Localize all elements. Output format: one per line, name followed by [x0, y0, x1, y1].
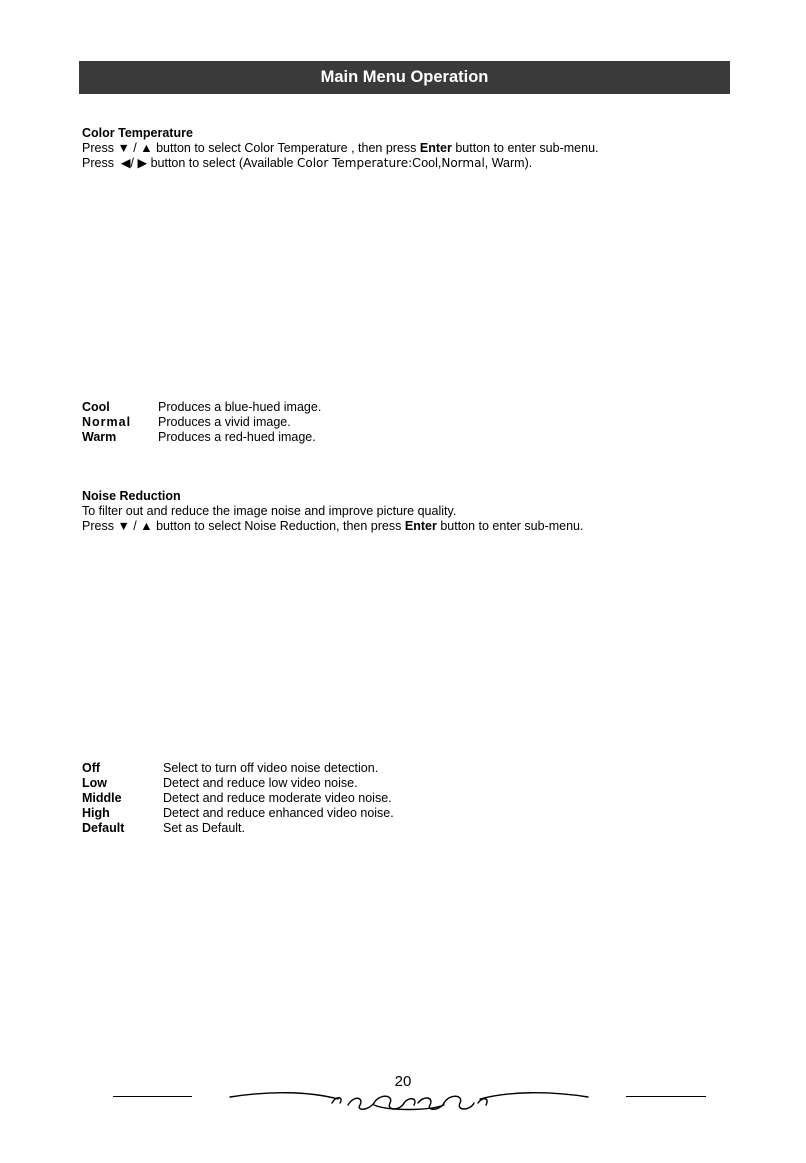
- noise-reduction-option: High Detect and reduce enhanced video noise.: [82, 806, 394, 820]
- footer-rule-left: [113, 1096, 192, 1097]
- color-temperature-heading: Color Temperature: [82, 126, 193, 140]
- down-up-arrows-icon: ▼ / ▲: [117, 519, 153, 533]
- noise-reduction-option: Middle Detect and reduce moderate video noise.: [82, 791, 392, 805]
- color-temperature-option: Warm Produces a red-hued image.: [82, 430, 316, 444]
- left-right-arrows-icon: ◀/ ▶: [120, 156, 148, 170]
- color-temperature-option: Cool Produces a blue-hued image.: [82, 400, 322, 414]
- noise-reduction-heading: Noise Reduction: [82, 489, 181, 503]
- page-header: [79, 61, 730, 94]
- page-title: Main Menu Operation: [320, 68, 489, 86]
- noise-reduction-intro: To filter out and reduce the image noise and improve picture quality.: [82, 504, 457, 518]
- footer-rule-right: [626, 1096, 706, 1097]
- enter-key-label: Enter: [404, 519, 437, 533]
- color-temperature-instruction-2: Press ◀/ ▶ button to select (Available Color Temperature:Cool,Normal, Warm).: [82, 156, 533, 170]
- page-number: 20: [394, 1073, 412, 1090]
- noise-reduction-instruction: Press ▼ / ▲ button to select Noise Reduction, then press Enter button to enter sub-menu.: [82, 519, 584, 533]
- color-temperature-option: Normal Produces a vivid image.: [82, 415, 291, 429]
- down-up-arrows-icon: ▼ / ▲: [117, 141, 153, 155]
- noise-reduction-option: Low Detect and reduce low video noise.: [82, 776, 358, 790]
- noise-reduction-option: Off Select to turn off video noise detection.: [82, 761, 379, 775]
- color-temperature-instruction-1: Press ▼ / ▲ button to select Color Temperature , then press Enter button to enter sub-menu.: [82, 141, 599, 155]
- enter-key-label: Enter: [419, 141, 452, 155]
- noise-reduction-option: Default Set as Default.: [82, 821, 245, 835]
- flourish-ornament-icon: [228, 1085, 590, 1113]
